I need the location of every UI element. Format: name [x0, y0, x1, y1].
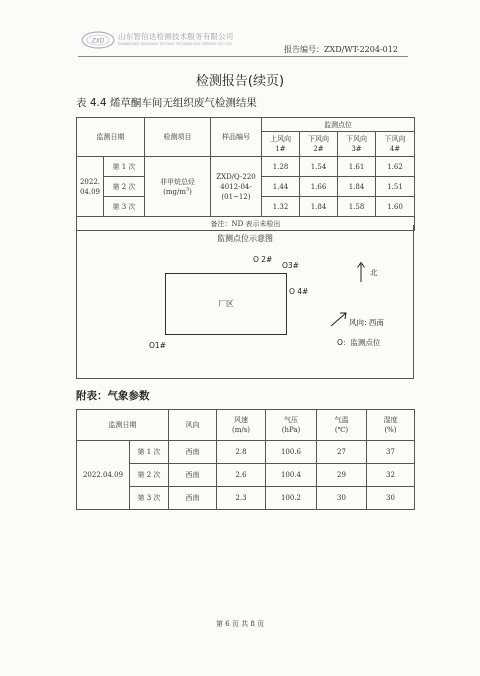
header-temp: 气温 (℃)	[317, 410, 367, 441]
speed-cell: 2.8	[217, 441, 266, 464]
diagram-title: 监测点位示意图	[217, 234, 273, 243]
value-cell: 1.58	[338, 197, 376, 217]
temp-cell: 27	[317, 441, 367, 464]
value-cell: 1.60	[376, 197, 415, 217]
value-cell: 1.62	[376, 157, 415, 177]
header-point-4: 下风向 4#	[376, 132, 415, 157]
value-cell: 1.61	[338, 157, 376, 177]
svg-text:ZXD: ZXD	[91, 37, 105, 45]
company-name-en: SHANDONG ZHIXINDA TESTING TECHNOLOGY SERVICE CO. LTD	[118, 42, 232, 46]
point-4-marker: O 4#	[289, 287, 309, 296]
wind-cell: 西南	[169, 441, 217, 464]
value-cell: 1.84	[300, 197, 338, 217]
run-label: 第 1 次	[130, 441, 169, 464]
humidity-cell: 30	[367, 487, 415, 510]
wind-cell: 西南	[169, 487, 217, 510]
header-date: 监测日期	[77, 118, 145, 157]
header-date: 监测日期	[77, 410, 169, 441]
factory-label: 厂区	[218, 299, 234, 308]
wind-direction-arrow-icon	[330, 311, 348, 327]
sample-cell: ZXD/Q-220 4012-04- (01~12)	[211, 157, 262, 217]
pressure-cell: 100.6	[266, 441, 317, 464]
north-arrow-icon	[356, 261, 366, 283]
value-cell: 1.44	[262, 177, 300, 197]
point-1-marker: O1#	[149, 341, 166, 350]
page-title: 检测报告(续页)	[195, 74, 285, 89]
header-point-3: 下风向 3#	[338, 132, 376, 157]
date-cell: 2022. 04.09	[77, 157, 104, 217]
value-cell: 1.32	[262, 197, 300, 217]
company-name-cn: 山东智信达检测技术服务有限公司	[118, 32, 234, 41]
header-humidity: 湿度 (%)	[367, 410, 415, 441]
value-cell: 1.28	[262, 157, 300, 177]
table1-caption: 表 4.4 烯草酮车间无组织废气检测结果	[76, 97, 257, 109]
speed-cell: 2.6	[217, 464, 266, 487]
run-label: 第 2 次	[104, 177, 145, 197]
legend-label: O：监测点位	[337, 338, 381, 347]
weather-parameters-table	[76, 409, 415, 510]
emission-results-table	[76, 117, 415, 231]
pressure-cell: 100.4	[266, 464, 317, 487]
point-2-marker: O 2#	[253, 255, 273, 264]
pressure-cell: 100.2	[266, 487, 317, 510]
point-3-marker: O3#	[282, 261, 299, 270]
humidity-cell: 37	[367, 441, 415, 464]
header-points: 监测点位	[262, 118, 415, 132]
page-number: 第 6 页 共 8 页	[215, 620, 265, 628]
table-note: 备注：ND 表示未检出	[77, 217, 415, 231]
wind-cell: 西南	[169, 464, 217, 487]
item-cell: 非甲烷总烃 $(mg/m^3)$	[145, 157, 211, 217]
header-divider	[78, 56, 408, 57]
header-speed: 风速 (m/s)	[217, 410, 266, 441]
factory-area	[165, 273, 287, 335]
run-label: 第 3 次	[130, 487, 169, 510]
date-cell: 2022.04.09	[77, 441, 130, 510]
monitoring-point-diagram	[76, 225, 414, 379]
report-number: 报告编号：ZXD/WT-2204-012	[284, 45, 398, 54]
header-item: 检测项目	[145, 118, 211, 157]
run-label: 第 3 次	[104, 197, 145, 217]
header-point-2: 下风向 2#	[300, 132, 338, 157]
humidity-cell: 32	[367, 464, 415, 487]
run-label: 第 1 次	[104, 157, 145, 177]
temp-cell: 29	[317, 464, 367, 487]
value-cell: 1.66	[300, 177, 338, 197]
speed-cell: 2.3	[217, 487, 266, 510]
run-label: 第 2 次	[130, 464, 169, 487]
north-label: 北	[370, 268, 378, 277]
header-wind: 风向	[169, 410, 217, 441]
appendix-caption: 附表：气象参数	[76, 390, 150, 402]
value-cell: 1.84	[338, 177, 376, 197]
wind-direction-label: 风向: 西南	[349, 318, 384, 327]
zxd-logo-icon	[80, 30, 116, 50]
value-cell: 1.51	[376, 177, 415, 197]
value-cell: 1.54	[300, 157, 338, 177]
temp-cell: 30	[317, 487, 367, 510]
header-point-1: 上风向 1#	[262, 132, 300, 157]
header-sample: 样品编号	[211, 118, 262, 157]
header-pressure: 气压 (hPa)	[266, 410, 317, 441]
